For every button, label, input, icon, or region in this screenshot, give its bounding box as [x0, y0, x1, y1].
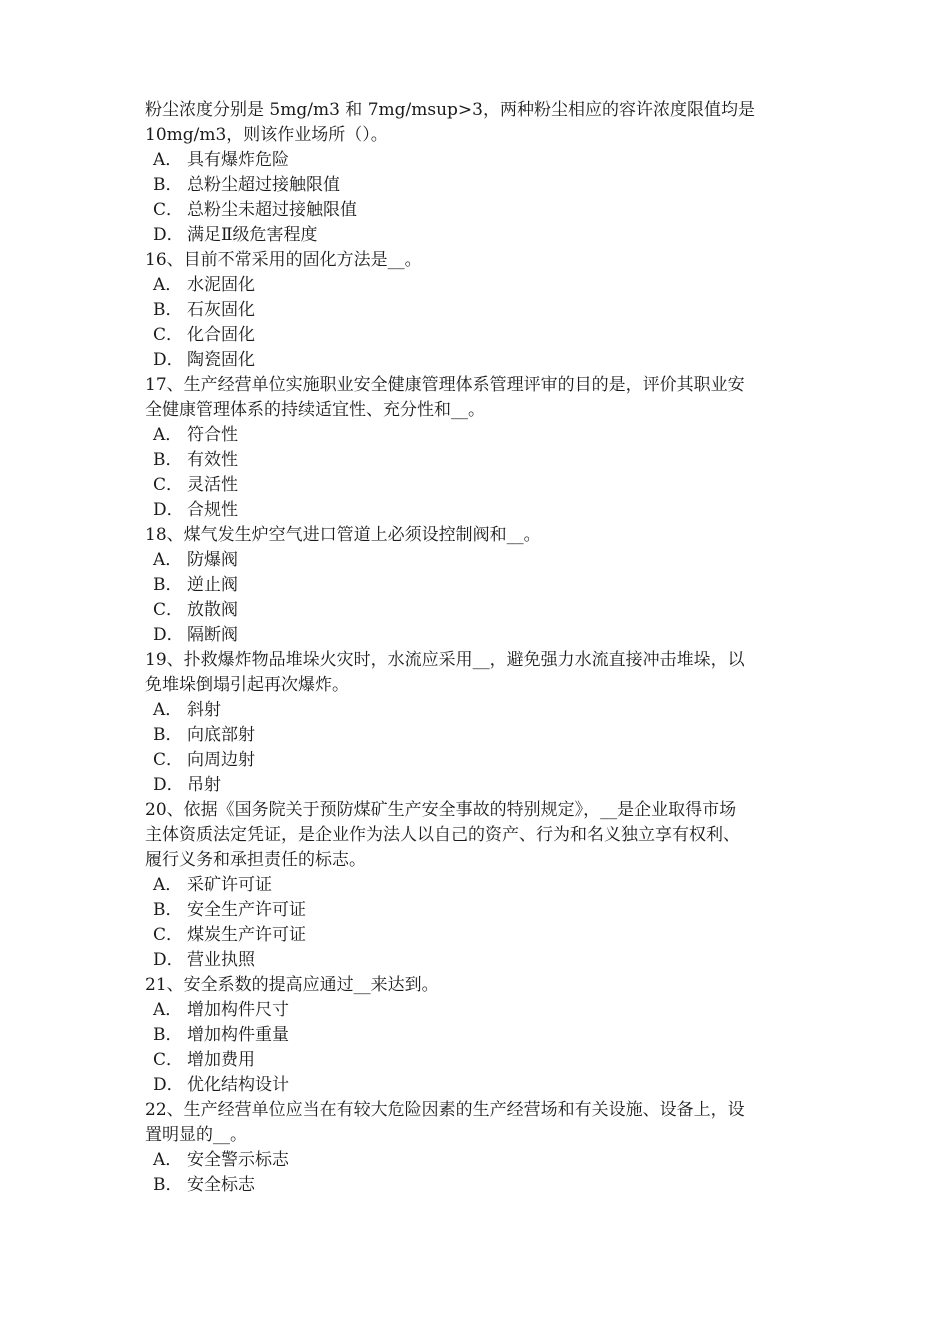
- option-text: 满足Ⅱ级危害程度: [187, 225, 318, 245]
- option-d: [145, 623, 815, 648]
- option-a: [145, 1148, 815, 1173]
- option-letter: C．: [153, 200, 184, 220]
- option-text: 陶瓷固化: [187, 350, 255, 370]
- option-text: 安全生产许可证: [187, 900, 306, 920]
- option-letter: D．: [153, 500, 184, 520]
- option-letter: B．: [153, 1025, 183, 1045]
- option-d: [145, 1073, 815, 1098]
- question-17-stem-cont: 全健康管理体系的持续适宜性、充分性和__。: [145, 400, 485, 420]
- option-b: [145, 1173, 815, 1198]
- option-text: 总粉尘未超过接触限值: [187, 200, 357, 220]
- option-d: [145, 498, 815, 523]
- option-text: 隔断阀: [187, 625, 238, 645]
- option-letter: B．: [153, 900, 183, 920]
- option-letter: C．: [153, 925, 184, 945]
- option-letter: C．: [153, 325, 184, 345]
- option-letter: B．: [153, 300, 183, 320]
- question-22-stem: 22、生产经营单位应当在有较大危险因素的生产经营场和有关设施、设备上，设: [145, 1100, 745, 1120]
- question-17-stem: 17、生产经营单位实施职业安全健康管理体系管理评审的目的是，评价其职业安: [145, 375, 745, 395]
- option-letter: B．: [153, 450, 183, 470]
- option-text: 符合性: [187, 425, 238, 445]
- option-text: 斜射: [187, 700, 221, 720]
- option-d: [145, 348, 815, 373]
- option-letter: D．: [153, 625, 184, 645]
- option-text: 优化结构设计: [187, 1075, 289, 1095]
- option-text: 具有爆炸危险: [187, 150, 289, 170]
- option-text: 化合固化: [187, 325, 255, 345]
- option-letter: D．: [153, 350, 184, 370]
- option-letter: A．: [153, 425, 183, 445]
- option-c: [145, 748, 815, 773]
- option-c: [145, 323, 815, 348]
- option-a: [145, 548, 815, 573]
- question-text-line: 粉尘浓度分别是 5mg/m3 和 7mg/msup>3，两种粉尘相应的容许浓度限值均是: [145, 100, 755, 120]
- option-a: [145, 698, 815, 723]
- option-a: [145, 423, 815, 448]
- option-letter: D．: [153, 1075, 184, 1095]
- option-d: [145, 773, 815, 798]
- option-letter: A．: [153, 550, 183, 570]
- option-letter: A．: [153, 275, 183, 295]
- option-a: [145, 873, 815, 898]
- option-d: [145, 948, 815, 973]
- option-c: [145, 1048, 815, 1073]
- option-text: 石灰固化: [187, 300, 255, 320]
- option-text: 有效性: [187, 450, 238, 470]
- option-b: [145, 723, 815, 748]
- question-22-stem-cont: 置明显的__。: [145, 1125, 247, 1145]
- option-b: [145, 448, 815, 473]
- option-d: [145, 223, 815, 248]
- option-text: 采矿许可证: [187, 875, 272, 895]
- option-a: [145, 998, 815, 1023]
- option-text: 营业执照: [187, 950, 255, 970]
- option-text: 放散阀: [187, 600, 238, 620]
- option-text: 防爆阀: [187, 550, 238, 570]
- question-19-stem: 19、扑救爆炸物品堆垛火灾时，水流应采用__，避免强力水流直接冲击堆垛，以: [145, 650, 745, 670]
- option-letter: C．: [153, 1050, 184, 1070]
- option-b: [145, 1023, 815, 1048]
- option-c: [145, 198, 815, 223]
- option-a: [145, 273, 815, 298]
- option-letter: D．: [153, 775, 184, 795]
- document-page: [145, 98, 815, 1198]
- option-text: 安全标志: [187, 1175, 255, 1195]
- option-text: 安全警示标志: [187, 1150, 289, 1170]
- question-19-stem-cont: 免堆垛倒塌引起再次爆炸。: [145, 675, 349, 695]
- question-18-stem: 18、煤气发生炉空气进口管道上必须设控制阀和__。: [145, 525, 541, 545]
- option-letter: B．: [153, 725, 183, 745]
- option-letter: D．: [153, 950, 184, 970]
- option-text: 增加构件尺寸: [187, 1000, 289, 1020]
- question-20-stem: 20、依据《国务院关于预防煤矿生产安全事故的特别规定》，__是企业取得市场: [145, 800, 737, 820]
- option-text: 灵活性: [187, 475, 238, 495]
- option-text: 合规性: [187, 500, 238, 520]
- question-21-stem: 21、安全系数的提高应通过__来达到。: [145, 975, 439, 995]
- option-letter: B．: [153, 575, 183, 595]
- option-letter: D．: [153, 225, 184, 245]
- option-a: [145, 148, 815, 173]
- question-20-stem-cont: 主体资质法定凭证，是企业作为法人以自己的资产、行为和名义独立享有权利、: [145, 825, 740, 845]
- option-letter: C．: [153, 475, 184, 495]
- option-letter: C．: [153, 750, 184, 770]
- question-16-stem: 16、目前不常采用的固化方法是__。: [145, 250, 422, 270]
- option-text: 增加费用: [187, 1050, 255, 1070]
- option-letter: B．: [153, 175, 183, 195]
- option-text: 增加构件重量: [187, 1025, 289, 1045]
- option-letter: B．: [153, 1175, 183, 1195]
- option-text: 吊射: [187, 775, 221, 795]
- option-c: [145, 598, 815, 623]
- option-text: 煤炭生产许可证: [187, 925, 306, 945]
- option-text: 总粉尘超过接触限值: [187, 175, 340, 195]
- option-letter: C．: [153, 600, 184, 620]
- option-c: [145, 473, 815, 498]
- option-letter: A．: [153, 1150, 183, 1170]
- option-text: 向周边射: [187, 750, 255, 770]
- option-b: [145, 173, 815, 198]
- option-letter: A．: [153, 700, 183, 720]
- option-letter: A．: [153, 1000, 183, 1020]
- option-b: [145, 298, 815, 323]
- question-20-stem-cont: 履行义务和承担责任的标志。: [145, 850, 366, 870]
- option-b: [145, 898, 815, 923]
- option-letter: A．: [153, 875, 183, 895]
- option-b: [145, 573, 815, 598]
- option-text: 向底部射: [187, 725, 255, 745]
- option-letter: A．: [153, 150, 183, 170]
- option-text: 逆止阀: [187, 575, 238, 595]
- option-c: [145, 923, 815, 948]
- option-text: 水泥固化: [187, 275, 255, 295]
- question-text-line: 10mg/m3，则该作业场所（）。: [145, 125, 388, 145]
